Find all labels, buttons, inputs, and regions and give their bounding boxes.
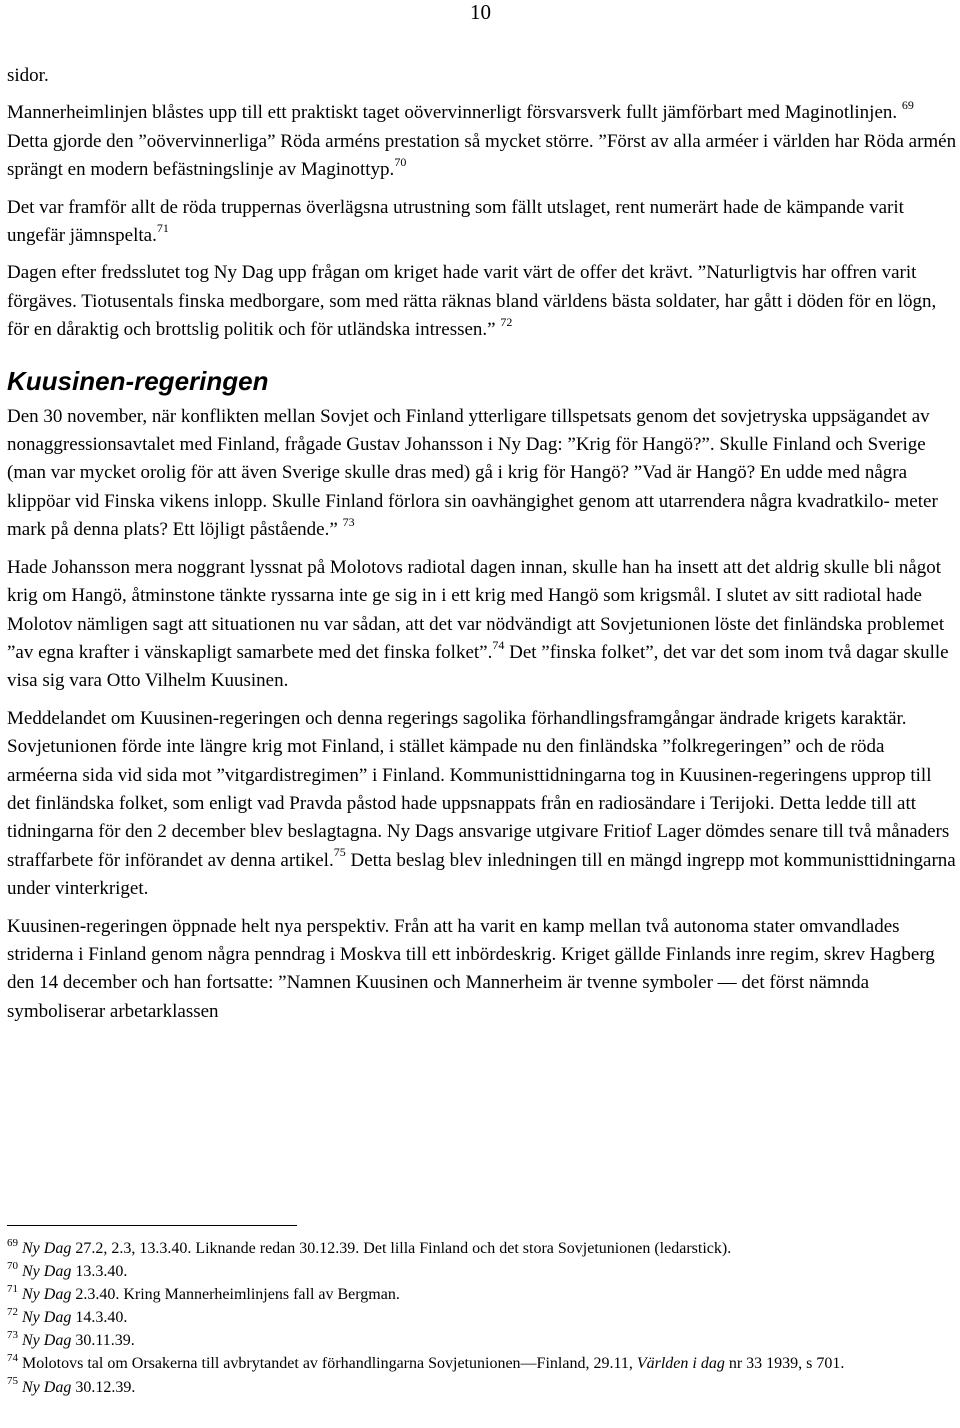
paragraph	[7, 913, 957, 1027]
paragraph	[7, 99, 957, 184]
text-run: 14.3.40.	[71, 1309, 128, 1327]
footnote-separator	[7, 1225, 297, 1226]
italic-text: Ny Dag	[22, 1263, 72, 1281]
paragraphs-section-2	[7, 403, 957, 1027]
text-run: Hade Johansson mera noggrant lyssnat på Molotovs radiotal dagen innan, skulle han ha insett att det aldrig skulle bli något krig om Hangö, åtminstone tänkte ryssarna inte ge sig in i ett krig med Hangö som krigsmål. I slutet av sitt radiotal hade Molotov nämligen sagt att situationen nu var sådan, att det var nödvändigt att Sovjetunionen löste det finländska problemet ”av egna krafter i vänskapligt samarbete med det finska folket”.	[7, 556, 945, 663]
paragraph	[7, 259, 957, 344]
footnote-ref: 72	[500, 314, 513, 329]
footnote	[7, 1260, 957, 1283]
text-run: Detta gjorde den ”oövervinnerliga” Röda arméns prestation så mycket större. ”Först av alla arméer i världen har Röda armén sprängt en modern befästningslinje av Maginottyp.	[7, 130, 957, 181]
paragraph	[7, 403, 957, 545]
footnote-ref: 73	[342, 514, 355, 529]
text-run: Den 30 november, när konflikten mellan Sovjet och Finland ytterligare tillspetsats genom det sovjetryska uppsägandet av nonaggressionsavtalet med Finland, frågade Gustav Johansson i Ny Dag: ”Krig för Hangö?”. Skulle Finland och Sverige (man var mycket orolig för att även Sverige skulle dras med) gå i krig för Hangö? ”Vad är Hangö? En udde med några klippöar vid Finska vikens inlopp. Skulle Finland förlora sin oavhängighet genom att utarrendera några kvadratkilo- meter mark på denna plats? Ett löjligt påstående.”	[7, 405, 938, 541]
footnote	[7, 1376, 957, 1399]
text-run: Det var framför allt de röda truppernas överlägsna utrustning som fällt utslaget, rent numerärt hade de kämpande varit ungefär jämnspelta.	[7, 196, 904, 247]
footnote	[7, 1237, 957, 1260]
footnote-ref: 70	[394, 154, 407, 169]
footnote	[7, 1329, 957, 1352]
footnotes	[7, 1237, 957, 1399]
text-run: 27.2, 2.3, 13.3.40. Liknande redan 30.12.39. Det lilla Finland och det stora Sovjetunionen (ledarstick).	[71, 1240, 732, 1257]
italic-text: Ny Dag	[22, 1240, 72, 1257]
text-run: 30.12.39.	[71, 1378, 136, 1396]
text-run: Molotovs tal om Orsakerna till avbrytandet av förhandlingarna Sovjetunionen—Finland, 29.11,	[22, 1355, 637, 1373]
page-number: 10	[470, 0, 491, 24]
footnote-ref: 71	[156, 220, 169, 235]
text-run: 30.11.39.	[71, 1332, 135, 1350]
paragraph	[7, 194, 957, 251]
footnote-ref: 74	[492, 637, 505, 652]
paragraph	[7, 62, 957, 90]
italic-text: Ny Dag	[22, 1309, 72, 1327]
text-run: Dagen efter fredsslutet tog Ny Dag upp frågan om kriget hade varit värt de offer det krävt. ”Naturligtvis har offren varit förgäves. Tiotusentals finska medborgare, som med rätta räknas bland världens bästa soldater, har gått i döden för en lögn, för en dåraktig och brottslig politik och för utländska intressen.”	[7, 262, 937, 341]
italic-text: Ny Dag	[22, 1378, 72, 1396]
italic-text: Världen i dag	[636, 1355, 725, 1373]
footnote-number: 71	[7, 1282, 18, 1295]
footnote-number: 72	[7, 1305, 18, 1318]
footnote-ref: 75	[333, 845, 346, 860]
text-run: Meddelandet om Kuusinen-regeringen och denna regerings sagolika förhandlingsframgångar ändrade krigets karaktär. Sovjetunionen förde inte längre krig mot Finland, i stället kämpade nu den finländska ”folkregeringen” och de röda arméerna sida vid sida mot ”vitgardistregimen” i Finland. Kommunisttidningarna tog in Kuusinen-regeringens upprop till det finländska folket, som enligt vad Pravda påstod hade uppsnappats från en radiosändare i Terijoki. Detta ledde till att tidningarna för den 2 december blev beslagtagna. Ny Dags ansvarige utgivare Fritiof Lager dömdes senare till två månaders straffarbete för införandet av denna artikel.	[7, 707, 950, 871]
text-run: sidor.	[7, 65, 49, 86]
paragraphs-section-1	[7, 62, 957, 345]
text-run: Detta beslag blev inledningen till en mängd ingrepp mot kommunisttidningarna under vinterkriget.	[7, 849, 956, 900]
section-heading: Kuusinen-regeringen	[7, 365, 269, 396]
footnote	[7, 1283, 957, 1306]
footnote	[7, 1352, 957, 1375]
text-run: nr 33 1939, s 701.	[724, 1355, 845, 1373]
paragraph	[7, 554, 957, 696]
text-run: Mannerheimlinjen blåstes upp till ett praktiskt taget oövervinnerligt försvarsverk fullt jämförbart med Maginotlinjen.	[7, 102, 902, 124]
footnote-number: 75	[7, 1375, 18, 1388]
text-run: 13.3.40.	[71, 1263, 128, 1281]
italic-text: Ny Dag	[22, 1286, 72, 1304]
paragraph	[7, 705, 957, 904]
footnote-number: 74	[7, 1352, 18, 1365]
footnote	[7, 1306, 957, 1329]
footnote-number: 73	[7, 1329, 18, 1342]
document-body	[7, 62, 957, 1035]
footnote-number: 70	[7, 1259, 18, 1272]
footnote-number: 69	[7, 1236, 18, 1249]
text-run: Kuusinen-regeringen öppnade helt nya perspektiv. Från att ha varit en kamp mellan två autonoma stater omvandlades striderna i Finland genom några penndrag i Moskva till ett inbördeskrig. Kriget gällde Finlands inre regim, skrev Hagberg den 14 december och han fortsatte: ”Namnen Kuusinen och Mannerheim är tvenne symboler — det först nämnda symboliserar arbetarklassen	[7, 915, 935, 1022]
text-run: Det ”finska folket”, det var det som inom två dagar skulle visa sig vara Otto Vilhelm Kuusinen.	[7, 641, 949, 692]
text-run: 2.3.40. Kring Mannerheimlinjens fall av Bergman.	[71, 1286, 400, 1304]
italic-text: Ny Dag	[22, 1332, 72, 1350]
footnote-ref: 69	[901, 98, 914, 113]
